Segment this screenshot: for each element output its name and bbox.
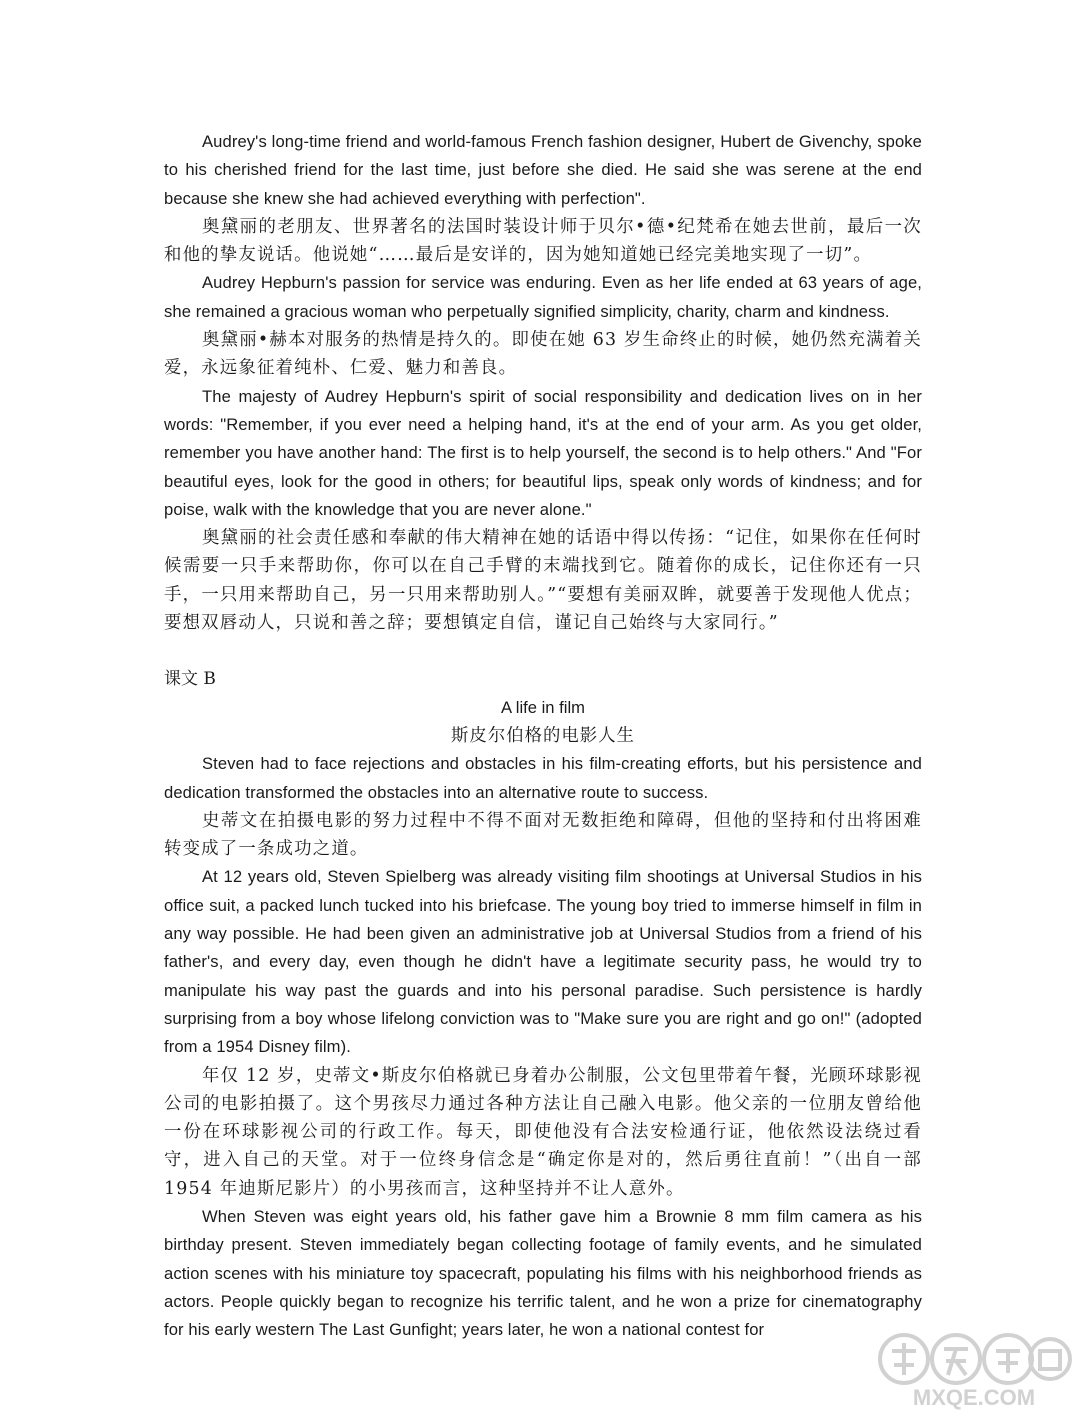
passage-a-paragraph-2-en: Audrey Hepburn's passion for service was enduring. Even as her life ended at 63 years of age, she remained a gracious woman who perpetually signified simplicity, charity, charm and kindness.: [164, 273, 922, 321]
passage-b-paragraph-1-en: Steven had to face rejections and obstacles in his film-creating efforts, but his persistence and dedication transformed the obstacles into an alternative route to success.: [164, 754, 922, 802]
passage-a-paragraph-1-en: Audrey's long-time friend and world-famous French fashion designer, Hubert de Givenchy, spoke to his cherished friend for the last time, just before she died. He said she was serene at the end because she knew she had achieved everything with perfection".: [164, 132, 922, 208]
answer-site-logo-icon: [874, 1329, 1074, 1411]
document-page: [164, 128, 922, 1344]
passage-title-en: A life in film: [501, 697, 585, 717]
passage-a-paragraph-3-en: The majesty of Audrey Hepburn's spirit of social responsibility and dedication lives on in her words: "Remember, if you ever need a helping hand, it's at the end of your arm. As you get older, remember you have another hand: The first is to help yourself, the second is to help others." And "For beautiful eyes, look for the good in others; for beautiful lips, speak only words of kindness; and for poise, walk with the knowledge that you are never alone.": [164, 386, 922, 519]
section-gap: [164, 637, 922, 665]
passage-title-zh: 斯皮尔伯格的电影人生: [451, 725, 635, 746]
passage-a-paragraph-1-zh: 奥黛丽的老朋友、世界著名的法国时装设计师于贝尔•德•纪梵希在她去世前，最后一次和他的挚友说话。他说她“……最后是安详的，因为她知道她已经完美地实现了一切”。: [164, 216, 922, 266]
section-label: 课文 B: [164, 669, 216, 690]
passage-b-paragraph-2-en: At 12 years old, Steven Spielberg was already visiting film shootings at Universal Studios in his office suit, a packed lunch tucked into his briefcase. The young boy tried to immerse himself in film in any way possible. He had been given an administrative job at Universal Studios from a friend of his father's, and every day, even though he didn't have a legitimate security pass, he would try to manipulate his way past the guards and into his personal paradise. Such persistence is hardly surprising from a boy whose lifelong conviction was to "Make sure you are right and go on!" (adopted from a 1954 Disney film).: [164, 867, 922, 1057]
passage-b-paragraph-1-zh: 史蒂文在拍摄电影的努力过程中不得不面对无数拒绝和障碍，但他的坚持和付出将困难转变成了一条成功之道。: [164, 810, 922, 860]
passage-a-paragraph-2-zh: 奥黛丽•赫本对服务的热情是持久的。即使在她 63 岁生命终止的时候，她仍然充满着关爱，永远象征着纯朴、仁爱、魅力和善良。: [164, 330, 922, 379]
watermark-text: MXQE.COM: [912, 1385, 1036, 1410]
passage-b-paragraph-2-zh: 年仅 12 岁，史蒂文•斯皮尔伯格就已身着办公制服，公文包里带着午餐，光顾环球影视公司的电影拍摄了。这个男孩尽力通过各种方法让自己融入电影。他父亲的一位朋友曾给他一份在环球影视公司的行政工作。每天，即使他没有合法安检通行证，他依然设法绕过看守，进入自己的天堂。对于一位终身信念是“确定你是对的，然后勇往直前！”（出自一部 1954 年迪斯尼影片）的小男孩而言，这种坚持并不让人意外。: [164, 1065, 922, 1199]
passage-b-paragraph-3-en: When Steven was eight years old, his father gave him a Brownie 8 mm film camera as his birthday present. Steven immediately began collecting footage of family events, and he simulated action scenes with his miniature toy spacecraft, populating his films with his neighborhood friends as actors. People quickly began to recognize his terrific talent, and he won a prize for cinematography for his early western The Last Gunfight; years later, he won a national contest for: [164, 1206, 922, 1340]
watermark-logo: [874, 1329, 1074, 1411]
passage-a-paragraph-3-zh: 奥黛丽的社会责任感和奉献的伟大精神在她的话语中得以传扬：“记住，如果你在任何时候需要一只手来帮助你，你可以在自己手臂的末端找到它。随着你的成长，记住你还有一只手，一只用来帮助自己，另一只用来帮助别人。”“要想有美丽双眸，就要善于发现他人优点；要想双唇动人，只说和善之辞；要想镇定自信，谨记自己始终与大家同行。”: [164, 528, 922, 634]
